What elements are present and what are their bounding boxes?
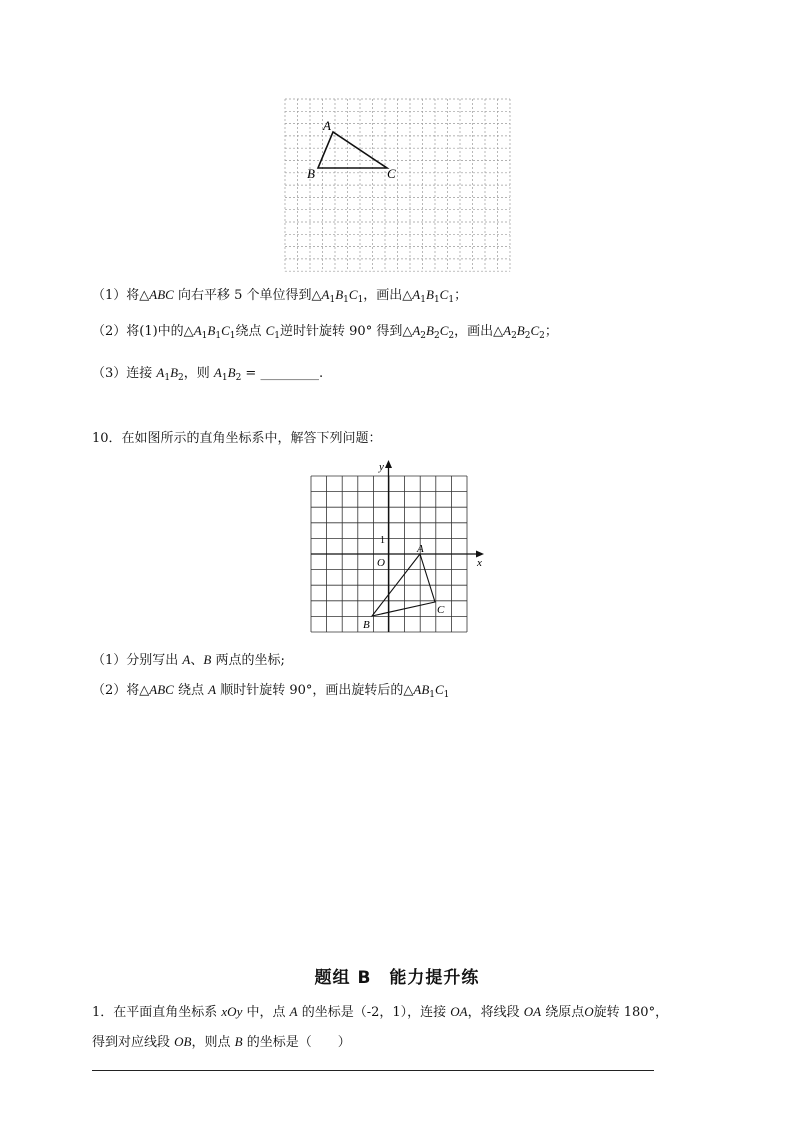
q10-intro-text: 10．在如图所示的直角坐标系中，解答下列问题： <box>92 431 382 446</box>
text: ，则 <box>183 366 214 381</box>
tick-label-one: 1 <box>380 535 385 546</box>
text: 的坐标是（-2，1），连接 <box>297 1005 451 1020</box>
text: ，画出△ <box>454 324 504 339</box>
math: OB <box>174 1034 192 1049</box>
sub: 2 <box>524 331 531 341</box>
sub: 1 <box>448 295 455 305</box>
math: A <box>193 323 202 338</box>
math: C <box>265 323 275 338</box>
y-axis-label: y <box>379 461 384 473</box>
math: A <box>289 1004 298 1019</box>
q9-part-3 <box>92 364 323 383</box>
text: （1）将△ <box>92 288 150 303</box>
math: B <box>227 365 236 380</box>
text: 中，点 <box>242 1005 290 1020</box>
math: O <box>584 1004 594 1019</box>
sub: 1 <box>215 331 222 341</box>
text: ，画出△ <box>363 288 413 303</box>
section-b-title-text: 题组 B 能力提升练 <box>314 968 480 988</box>
text: 向右平移 5 个单位得到△ <box>173 288 322 303</box>
text: （2）将△ <box>92 683 150 698</box>
sub: 2 <box>235 373 242 383</box>
sub: 1 <box>357 295 364 305</box>
sub: 1 <box>329 295 336 305</box>
point-c-label: C <box>437 604 445 616</box>
math: C <box>435 682 444 697</box>
text: ，将线段 <box>467 1005 524 1020</box>
text: ； <box>454 288 468 303</box>
sub: 1 <box>164 373 171 383</box>
math: OA <box>450 1004 468 1019</box>
x-axis-label: x <box>477 557 482 569</box>
sub: 1 <box>433 295 440 305</box>
sub: 1 <box>229 331 236 341</box>
b1-line-1 <box>92 1003 668 1022</box>
math: C <box>439 323 449 338</box>
math: ABC <box>149 682 174 697</box>
text: 逆时针旋转 90° 得到△ <box>280 324 413 339</box>
math: C <box>439 287 449 302</box>
text: 旋转 180°， <box>593 1005 669 1020</box>
origin-label: O <box>377 557 385 569</box>
point-b-label: B <box>363 619 370 631</box>
math: A <box>503 323 512 338</box>
sub: 1 <box>429 690 435 700</box>
q10-part-2 <box>92 681 449 700</box>
q10-part-1 <box>92 651 285 670</box>
math: A <box>213 365 222 380</box>
math: A <box>321 287 330 302</box>
math: B <box>234 1034 243 1049</box>
math: A <box>412 323 421 338</box>
math: B <box>170 365 179 380</box>
figure-1-grid <box>283 97 513 273</box>
math: AB <box>413 682 430 697</box>
math: B <box>426 323 434 338</box>
math: C <box>221 323 230 338</box>
math: B <box>203 652 212 667</box>
text: = <box>241 366 261 381</box>
answer-blank[interactable]: _________ <box>260 366 319 381</box>
math: A <box>412 287 421 302</box>
sub: 1 <box>221 373 228 383</box>
math: B <box>335 287 344 302</box>
text: 两点的坐标; <box>211 653 285 668</box>
math: A <box>156 365 165 380</box>
dashed-grid <box>285 99 510 271</box>
math: OA <box>523 1004 542 1019</box>
q10-intro <box>92 430 382 448</box>
text: ，则点 <box>191 1035 235 1050</box>
bottom-rule <box>92 1070 654 1071</box>
text: 的坐标是（ ） <box>242 1035 351 1050</box>
text: 1．在平面直角坐标系 <box>92 1005 222 1020</box>
label-c: C <box>387 166 396 181</box>
text: 、 <box>190 653 204 668</box>
sub: 1 <box>343 295 349 305</box>
sub: 1 <box>443 690 450 700</box>
q9-part-1 <box>92 286 467 305</box>
sub: 2 <box>511 331 517 341</box>
sub: 2 <box>420 331 427 341</box>
point-a-label: A <box>417 543 424 555</box>
sub: 2 <box>433 331 440 341</box>
triangle-abc <box>318 132 387 168</box>
text: 绕点 <box>173 683 209 698</box>
sub: 1 <box>201 331 208 341</box>
sub: 2 <box>178 373 184 383</box>
text: . <box>318 366 324 381</box>
text: （1）分别写出 <box>92 653 183 668</box>
math: B <box>425 287 434 302</box>
q9-part-2 <box>92 322 558 341</box>
text: 绕原点 <box>541 1005 585 1020</box>
text: 绕点 <box>235 324 266 339</box>
math: A <box>182 652 191 667</box>
label-b: B <box>307 166 315 181</box>
text: （2）将(1)中的△ <box>92 324 194 339</box>
math: C <box>530 323 540 338</box>
b1-line-2 <box>92 1033 351 1052</box>
text: ； <box>544 324 558 339</box>
sub: 2 <box>539 331 545 341</box>
math: A <box>208 682 217 697</box>
y-axis-arrow-icon <box>385 460 392 468</box>
math: B <box>516 323 525 338</box>
label-a: A <box>323 118 331 133</box>
section-b-title <box>0 963 794 988</box>
math: xOy <box>221 1004 243 1019</box>
math: C <box>348 287 358 302</box>
math: B <box>207 323 216 338</box>
sub: 2 <box>448 331 455 341</box>
text: （3）连接 <box>92 366 157 381</box>
figure-2-coordinate-grid <box>308 458 488 636</box>
text: 顺时针旋转 90°，画出旋转后的△ <box>216 683 414 698</box>
text: 得到对应线段 <box>92 1035 175 1050</box>
sub: 1 <box>274 331 281 341</box>
sub: 1 <box>420 295 426 305</box>
math: ABC <box>149 287 174 302</box>
